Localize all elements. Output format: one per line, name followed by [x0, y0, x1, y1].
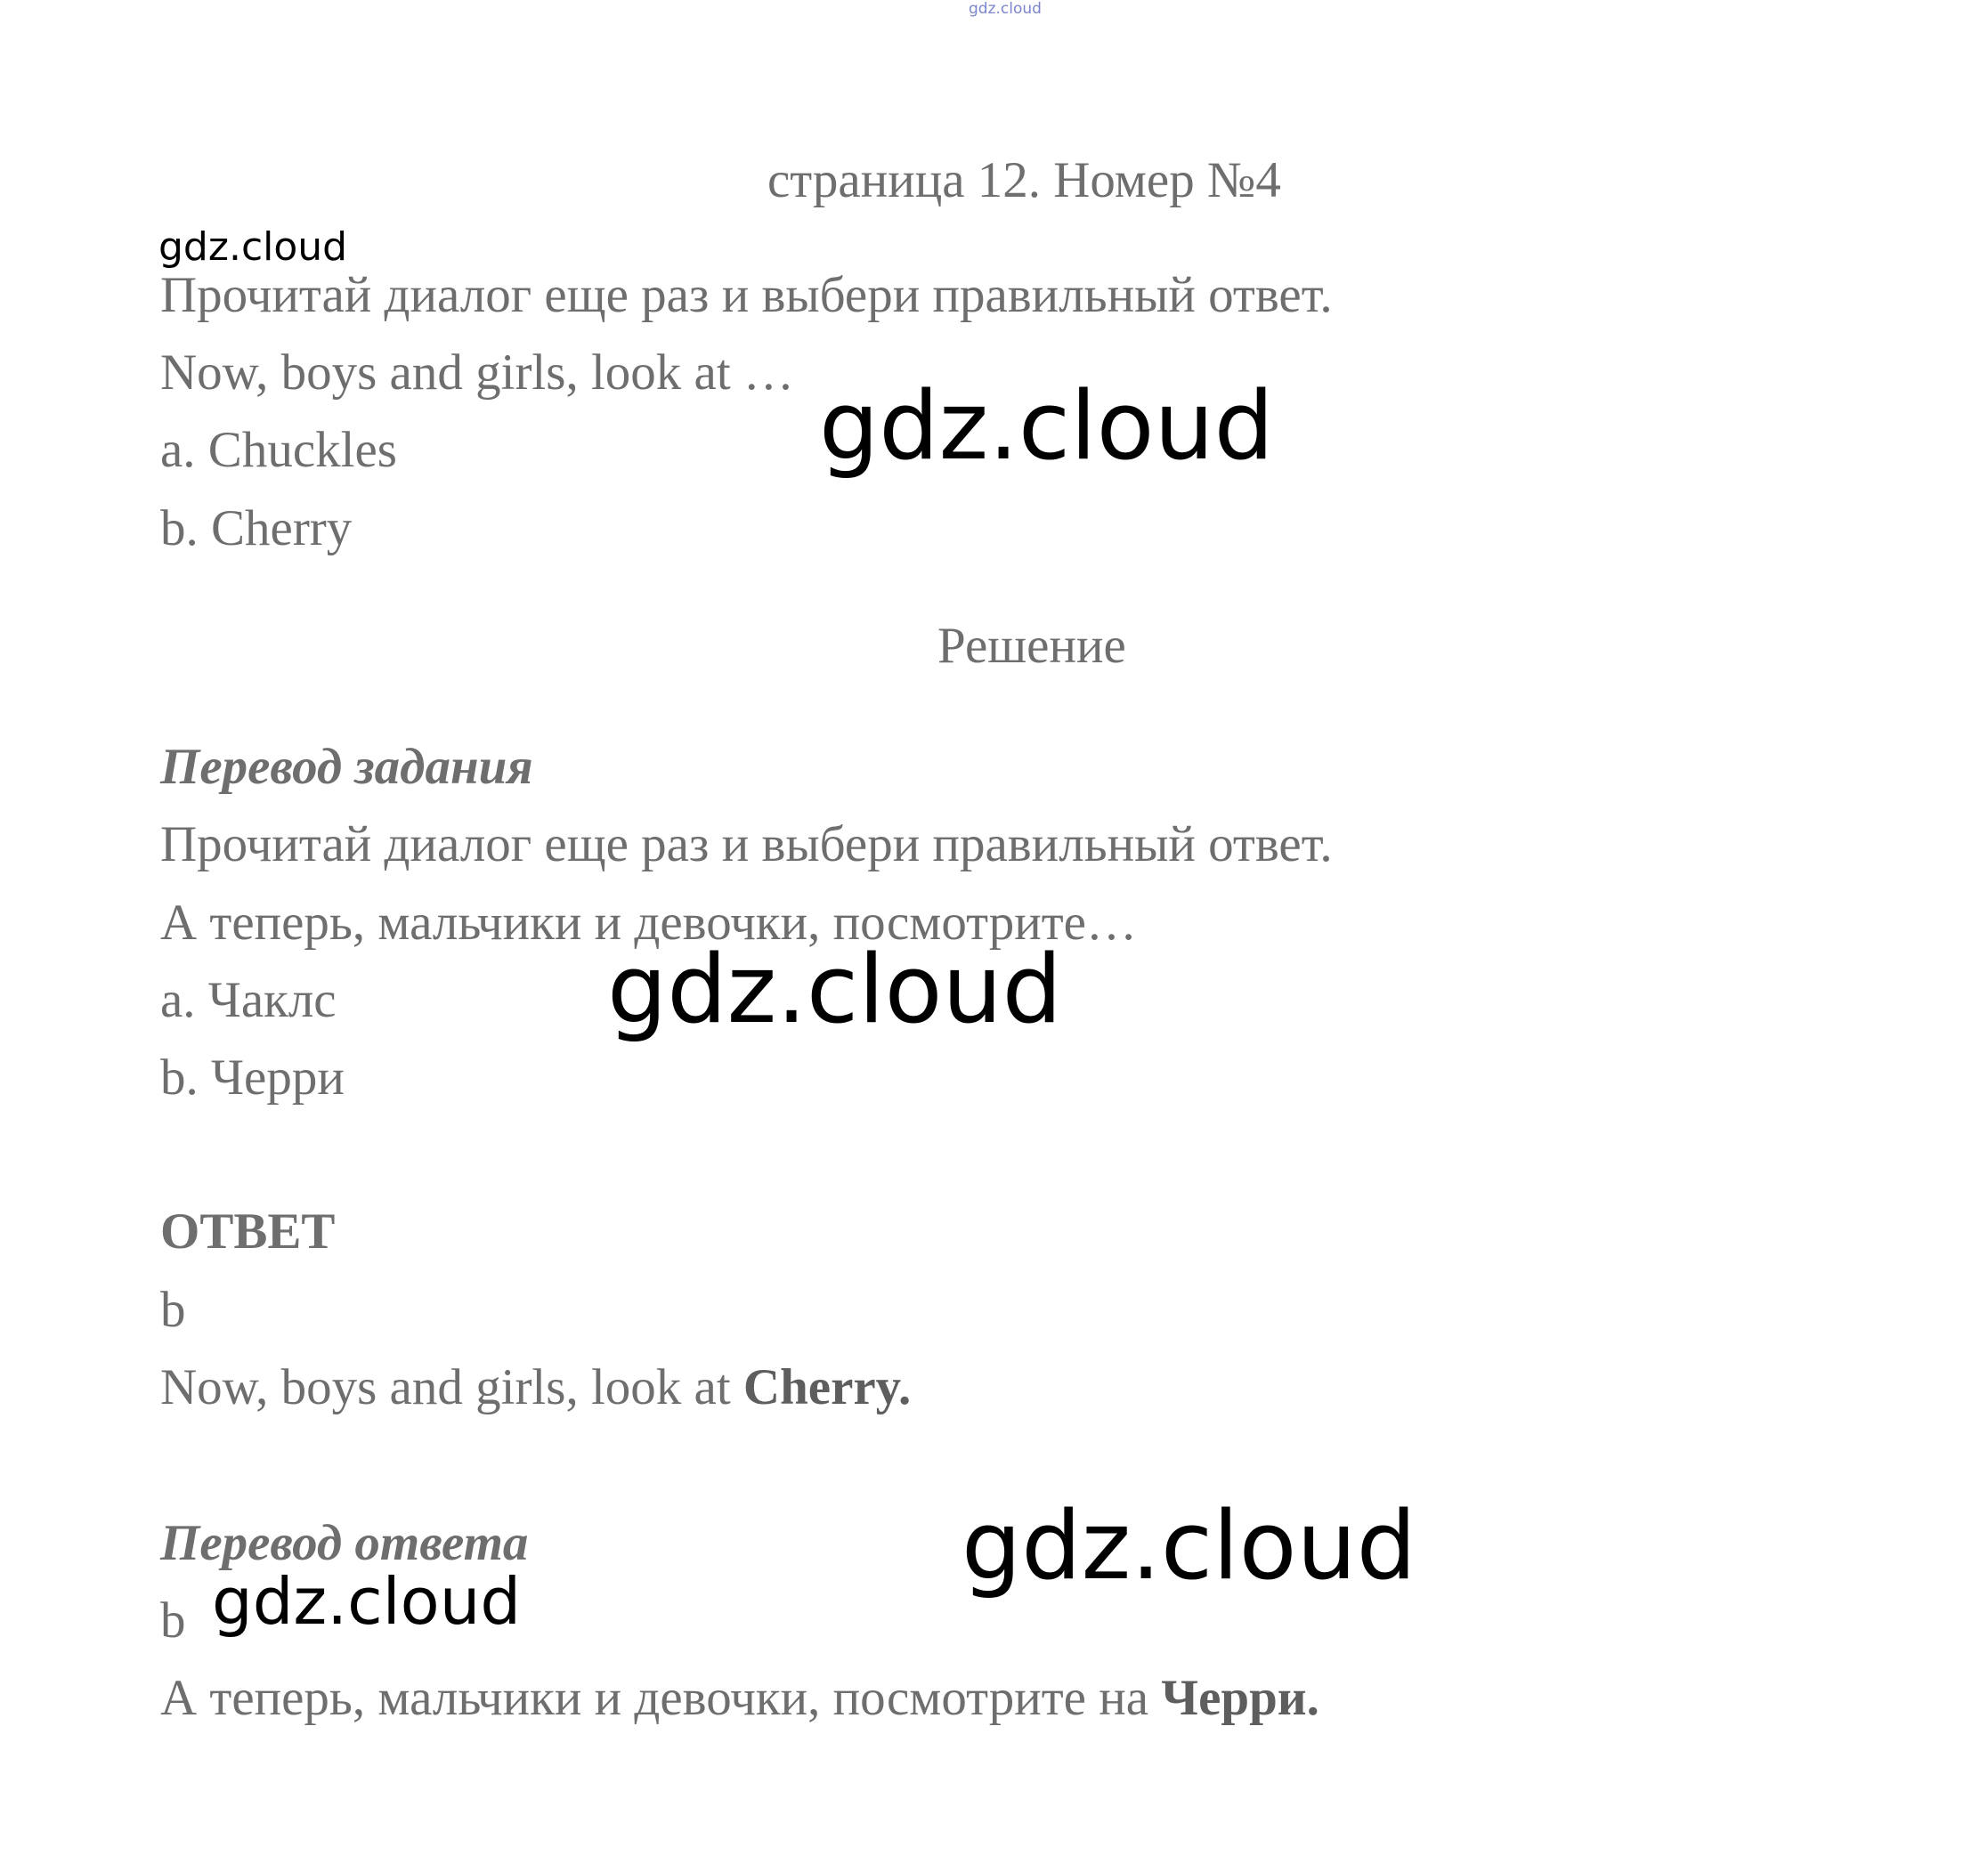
translation-heading: Перевод задания	[160, 739, 533, 795]
answer-heading: ОТВЕТ	[160, 1203, 336, 1260]
translation-instruction: Прочитай диалог еще раз и выбери правильный ответ.	[160, 816, 1333, 872]
answer-translation-sentence	[160, 1670, 1319, 1726]
top-watermark: gdz.cloud	[969, 0, 1042, 18]
translation-prompt: А теперь, мальчики и девочки, посмотрите…	[160, 895, 1137, 951]
answer-translation-letter: b	[160, 1593, 186, 1649]
answer-translation-bold: Черри.	[1161, 1670, 1319, 1726]
task-option-a: a. Chuckles	[160, 422, 397, 478]
answer-sentence	[160, 1359, 912, 1415]
answer-translation-text: А теперь, мальчики и девочки, посмотрите на	[160, 1670, 1162, 1726]
answer-sentence-bold: Cherry.	[742, 1359, 912, 1415]
answer-letter: b	[160, 1282, 186, 1338]
answer-sentence-text: Now, boys and girls, look at	[160, 1359, 743, 1415]
watermark-small: gdz.cloud	[158, 224, 348, 270]
watermark-large: gdz.cloud	[819, 371, 1274, 481]
answer-translation-heading: Перевод ответа	[160, 1515, 529, 1571]
solution-title: Решение	[937, 618, 1126, 674]
watermark-large: gdz.cloud	[962, 1491, 1416, 1601]
translation-option-a: a. Чаклс	[160, 972, 337, 1028]
task-instruction: Прочитай диалог еще раз и выбери правильный ответ.	[160, 267, 1333, 323]
page-title: страница 12. Номер №4	[767, 152, 1281, 208]
watermark-large: gdz.cloud	[607, 935, 1062, 1044]
task-option-b: b. Cherry	[160, 500, 353, 556]
task-prompt: Now, boys and girls, look at …	[160, 344, 794, 401]
translation-option-b: b. Черри	[160, 1050, 345, 1106]
watermark-medium: gdz.cloud	[212, 1564, 522, 1639]
